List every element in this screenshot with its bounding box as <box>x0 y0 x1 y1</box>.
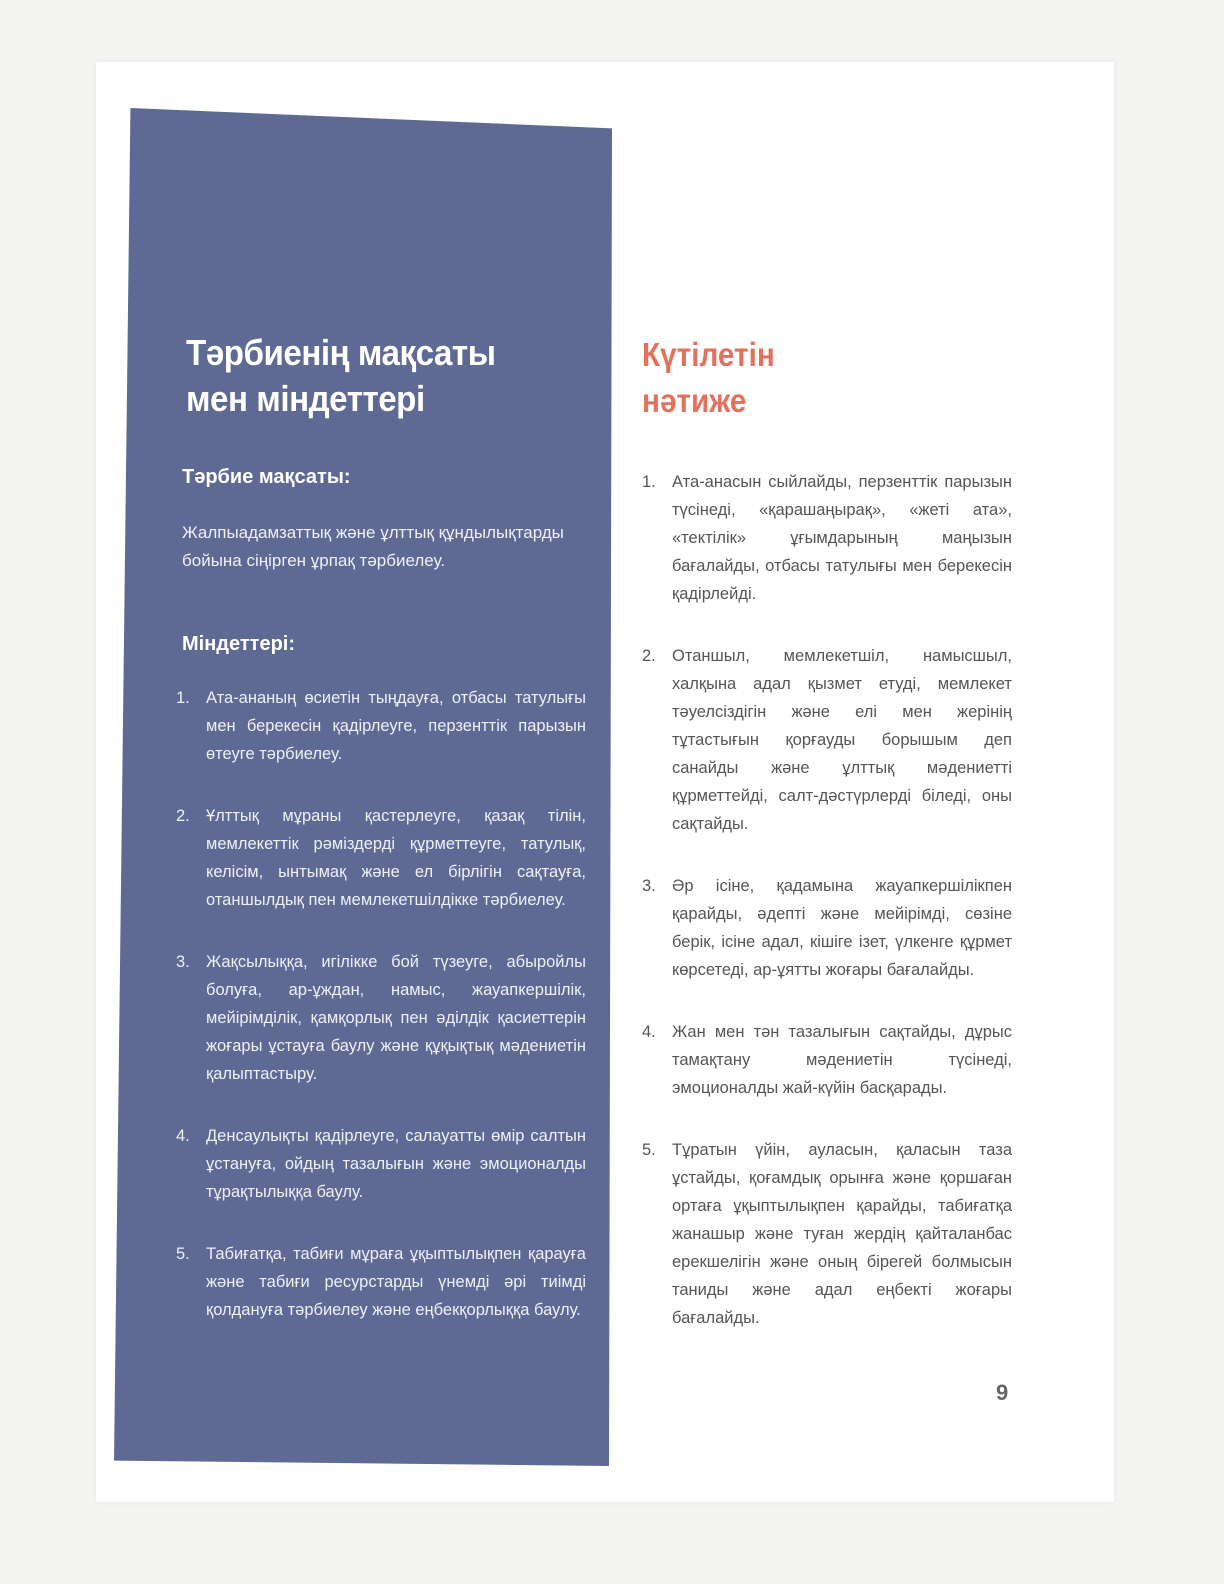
result-text: Әр ісіне, қадамына жауапкершілікпен қарайды, әдепті және мейірімді, сөзіне берік, ісіне адал, кішіге ізет, үлкенге құрмет көрсетеді, ар-ұятты жоғары бағалайды. <box>672 877 1012 979</box>
left-title-line1: Тәрбиенің мақсаты <box>186 332 496 373</box>
result-item <box>642 468 1012 608</box>
goal-text: Жалпыадамзаттық және ұлттық құндылықтарды бойына сіңірген ұрпақ тәрбиелеу. <box>182 523 564 570</box>
result-number: 5. <box>642 1141 656 1159</box>
results-list <box>642 468 1012 1332</box>
task-item <box>176 1122 586 1206</box>
right-title <box>642 332 975 424</box>
task-item <box>176 948 586 1088</box>
task-number: 5. <box>176 1245 190 1263</box>
result-item <box>642 1136 1012 1332</box>
left-title-line2: мен міндеттері <box>186 378 425 419</box>
task-text: Денсаулықты қадірлеуге, салауатты өмір салтын ұстануға, ойдың тазалығын және эмоционалды тұрақтылыққа баулу. <box>206 1127 586 1201</box>
task-item <box>176 1240 586 1324</box>
result-number: 2. <box>642 647 656 665</box>
task-number: 4. <box>176 1127 190 1145</box>
result-number: 4. <box>642 1023 656 1041</box>
task-text: Жақсылыққа, игілікке бой түзеуге, абыройлы болуға, ар-ұждан, намыс, жауапкершілік, мейірімділік, қамқорлық пен әділдік қасиеттерін жоғары ұстауға баулу және құқықтық мәдениетін қалыптастыру. <box>206 953 586 1083</box>
result-item <box>642 642 1012 838</box>
result-text: Жан мен тән тазалығын сақтайды, дұрыс тамақтану мәдениетін түсінеді, эмоционалды жай-күйін басқарады. <box>672 1023 1012 1097</box>
result-text: Отаншыл, мемлекетшіл, намысшыл, халқына адал қызмет етуді, мемлекет тәуелсіздігін және елі мен жерінің тұтастығын қорғауды борышым деп санайды және ұлттық мәдениетті құрметтейді, салт-дәстүрлерді біледі, оны сақтайды. <box>672 647 1012 833</box>
result-number: 1. <box>642 473 656 491</box>
right-title-line2: нәтиже <box>642 382 747 419</box>
tasks-heading: Міндеттері: <box>182 633 295 655</box>
task-number: 2. <box>176 807 190 825</box>
right-title-line1: Күтілетін <box>642 336 775 373</box>
left-column <box>176 330 586 1358</box>
task-item <box>176 684 586 768</box>
result-item <box>642 1018 1012 1102</box>
right-column <box>642 332 1012 1366</box>
tasks-list <box>176 684 586 1324</box>
result-text: Ата-анасын сыйлайды, перзенттік парызын түсінеді, «қарашаңырақ», «жеті ата», «тектілік» ұғымдарының маңызын бағалайды, отбасы татулығы мен берекесін қадірлейді. <box>672 473 1012 603</box>
result-item <box>642 872 1012 984</box>
task-text: Табиғатқа, табиғи мұраға ұқыптылықпен қарауға және табиғи ресурстарды үнемді әрі тиімді қолдануға тәрбиелеу және еңбекқорлыққа баулу. <box>206 1245 586 1319</box>
page-number: 9 <box>996 1380 1009 1405</box>
task-text: Ата-ананың өсиетін тыңдауға, отбасы татулығы мен берекесін қадірлеуге, перзенттік парызын өтеуге тәрбиелеу. <box>206 689 586 763</box>
result-text: Тұратын үйін, ауласын, қаласын таза ұстайды, қоғамдық орынға және қоршаған ортаға ұқыптылықпен қарайды, табиғатқа жанашыр және туған жердің қайталанбас ерекшелігін және оның бірегей болмысын таниды және адал еңбекті жоғары бағалайды. <box>672 1141 1012 1327</box>
task-text: Ұлттық мұраны қастерлеуге, қазақ тілін, мемлекеттік рәміздерді құрметтеуге, татулық, келісім, ынтымақ және ел бірлігін сақтауға, отаншылдық пен мемлекетшілдікке тәрбиелеу. <box>206 807 586 909</box>
task-number: 1. <box>176 689 190 707</box>
task-number: 3. <box>176 953 190 971</box>
goal-heading: Тәрбие мақсаты: <box>182 466 351 488</box>
task-item <box>176 802 586 914</box>
left-title <box>186 330 554 422</box>
result-number: 3. <box>642 877 656 895</box>
